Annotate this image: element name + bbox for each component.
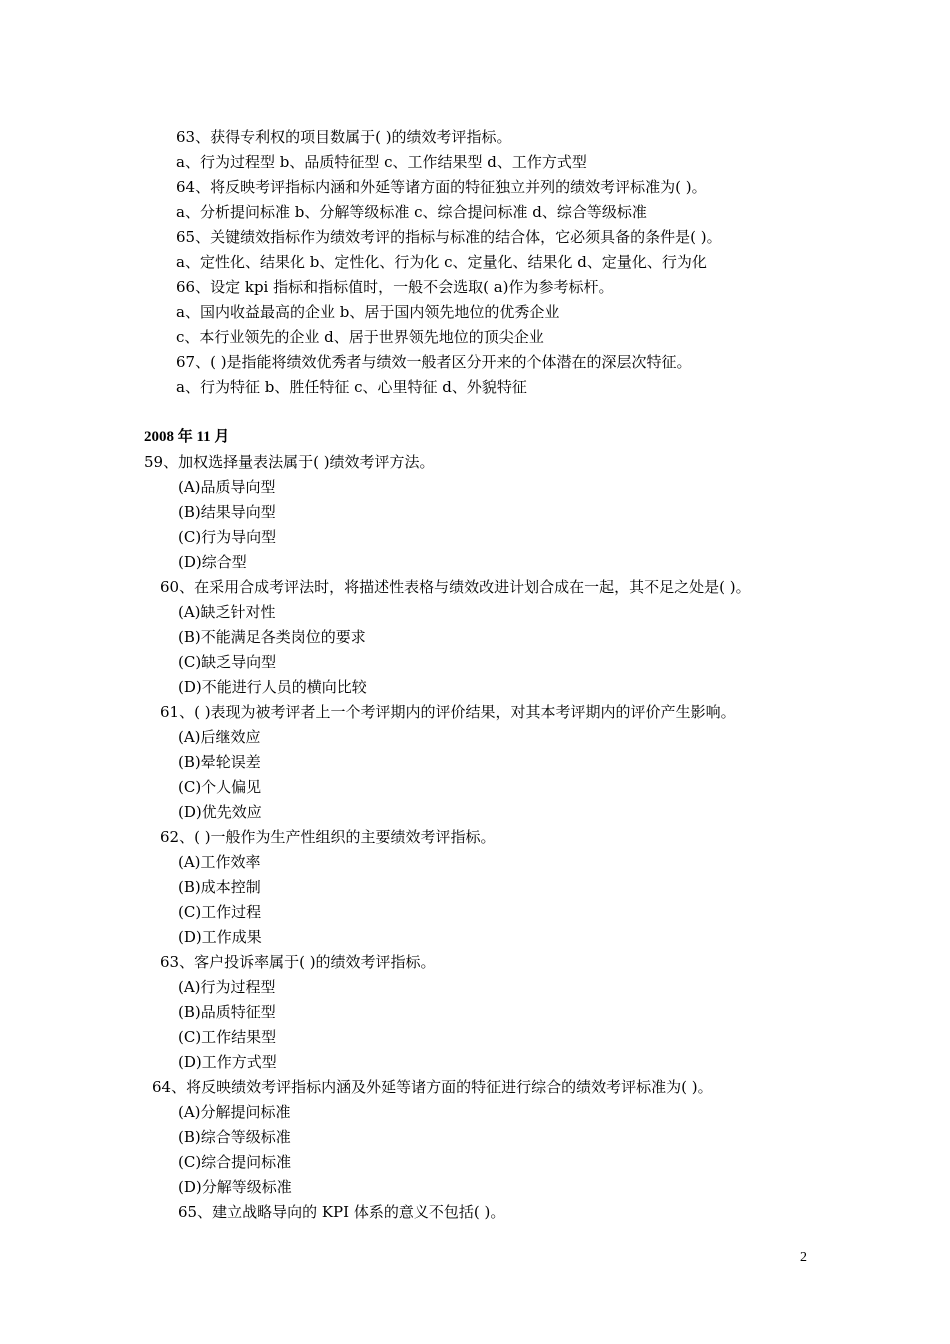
question-60-option-d: (D)不能进行人员的横向比较 [178,678,367,696]
question-59-option-c: (C)行为导向型 [178,528,277,546]
page-number: 2 [800,1250,807,1265]
question-64b-option-c: (C)综合提问标准 [178,1153,292,1171]
question-67-text: 67、( )是指能将绩效优秀者与绩效一般者区分开来的个体潜在的深层次特征。 [176,353,692,371]
question-65b-text: 65、建立战略导向的 KPI 体系的意义不包括( )。 [178,1203,506,1221]
question-60-option-b: (B)不能满足各类岗位的要求 [178,628,366,646]
question-63-options: a、行为过程型 b、品质特征型 c、工作结果型 d、工作方式型 [176,153,587,171]
question-59-option-b: (B)结果导向型 [178,503,276,521]
question-63b-option-d: (D)工作方式型 [178,1053,277,1071]
question-59-option-d: (D)综合型 [178,553,247,571]
question-62-text: 62、( )一般作为生产性组织的主要绩效考评指标。 [160,828,496,846]
question-65-options: a、定性化、结果化 b、定性化、行为化 c、定量化、结果化 d、定量化、行为化 [176,253,707,271]
question-65-text: 65、关键绩效指标作为绩效考评的指标与标准的结合体，它必须具备的条件是( )。 [176,228,722,246]
question-64-options: a、分析提问标准 b、分解等级标准 c、综合提问标准 d、综合等级标准 [176,203,647,221]
question-61-option-d: (D)优先效应 [178,803,262,821]
question-62-option-a: (A)工作效率 [178,853,261,871]
question-59-text: 59、加权选择量表法属于( )绩效考评方法。 [144,453,435,471]
question-63b-option-a: (A)行为过程型 [178,978,276,996]
question-60-option-a: (A)缺乏针对性 [178,603,276,621]
question-61-option-a: (A)后继效应 [178,728,261,746]
question-64b-option-d: (D)分解等级标准 [178,1178,292,1196]
question-66-text: 66、设定 kpi 指标和指标值时，一般不会选取( a)作为参考标杆。 [176,278,614,296]
question-64b-option-b: (B)综合等级标准 [178,1128,291,1146]
question-62-option-c: (C)工作过程 [178,903,262,921]
section-heading: 2008 年 11 月 [144,429,230,445]
question-63b-option-c: (C)工作结果型 [178,1028,277,1046]
question-61-text: 61、( )表现为被考评者上一个考评期内的评价结果，对其本考评期内的评价产生影响。 [160,703,736,721]
question-64b-text: 64、将反映绩效考评指标内涵及外延等诸方面的特征进行综合的绩效考评标准为( )。 [152,1078,713,1096]
question-64-text: 64、将反映考评指标内涵和外延等诸方面的特征独立并列的绩效考评标准为( )。 [176,178,707,196]
question-67-options: a、行为特征 b、胜任特征 c、心里特征 d、外貌特征 [176,378,527,396]
question-62-option-b: (B)成本控制 [178,878,261,896]
question-61-option-c: (C)个人偏见 [178,778,262,796]
question-63-text: 63、获得专利权的项目数属于( )的绩效考评指标。 [176,128,512,146]
question-59-option-a: (A)品质导向型 [178,478,276,496]
question-63b-text: 63、客户投诉率属于( )的绩效考评指标。 [160,953,436,971]
question-61-option-b: (B)晕轮误差 [178,753,261,771]
question-64b-option-a: (A)分解提问标准 [178,1103,291,1121]
question-60-option-c: (C)缺乏导向型 [178,653,277,671]
question-63b-option-b: (B)品质特征型 [178,1003,276,1021]
question-66-options-ab: a、国内收益最高的企业 b、居于国内领先地位的优秀企业 [176,303,560,321]
question-60-text: 60、在采用合成考评法时，将描述性表格与绩效改进计划合成在一起，其不足之处是( )。 [160,578,751,596]
question-62-option-d: (D)工作成果 [178,928,262,946]
question-66-options-cd: c、本行业领先的企业 d、居于世界领先地位的顶尖企业 [176,328,544,346]
